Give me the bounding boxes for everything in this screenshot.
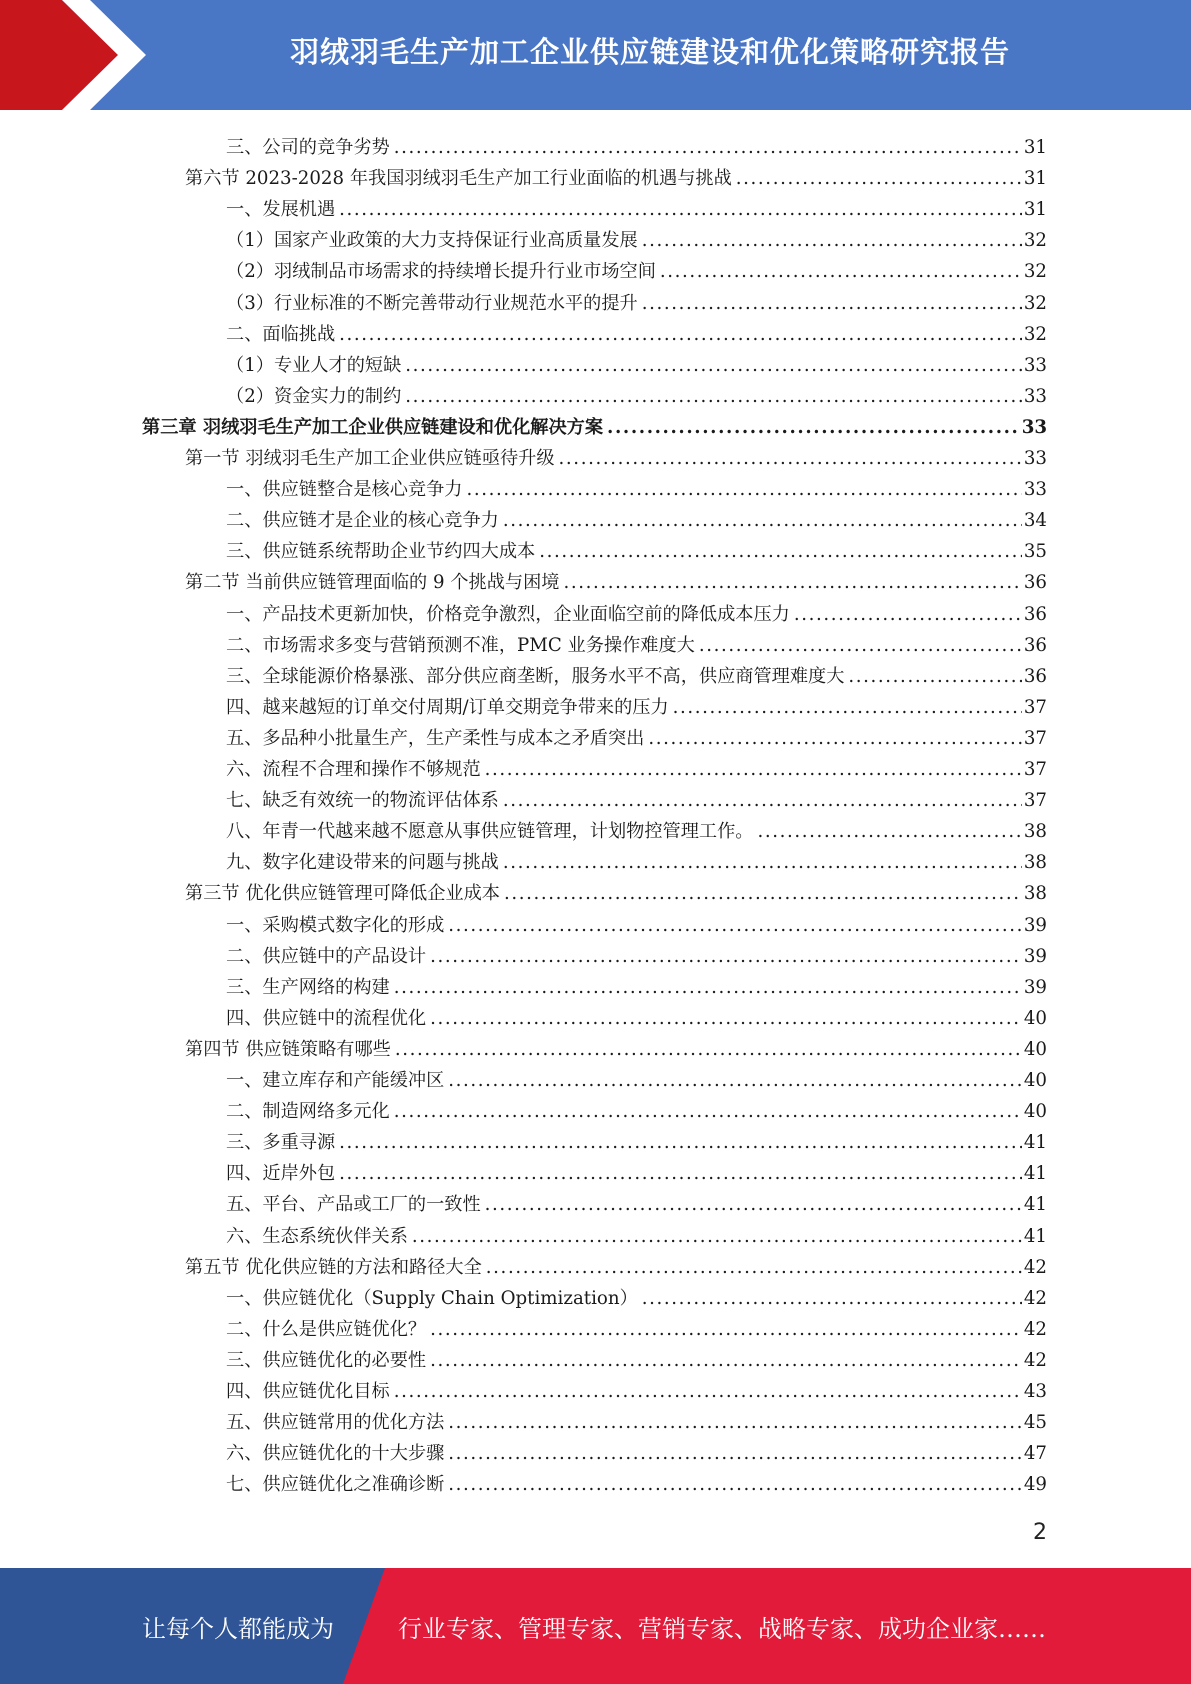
toc-entry-page: 33 bbox=[1021, 416, 1047, 438]
toc-section-entry[interactable] bbox=[185, 440, 1047, 470]
toc-entry-title: 七、供应链优化之准确诊断 bbox=[226, 1474, 445, 1496]
toc-entry-page: 32 bbox=[1023, 261, 1047, 283]
toc-entry-title: 四、越来越短的订单交付周期/订单交期竞争带来的压力 bbox=[226, 696, 669, 718]
toc-leader-dots bbox=[339, 1132, 1022, 1154]
toc-entry-title: 四、供应链中的流程优化 bbox=[226, 1007, 427, 1029]
toc-leader-dots bbox=[448, 1474, 1022, 1496]
toc-leader-dots bbox=[699, 635, 1022, 657]
toc-entry-title: 一、供应链优化（Supply Chain Optimization） bbox=[226, 1287, 638, 1309]
toc-entry-title: 二、供应链中的产品设计 bbox=[226, 945, 427, 967]
footer-slogan-left: 让每个人都能成为 bbox=[142, 1614, 334, 1643]
toc-section-entry[interactable] bbox=[185, 1249, 1047, 1279]
toc-item-entry[interactable] bbox=[226, 596, 1047, 626]
toc-entry-page: 39 bbox=[1023, 914, 1047, 936]
toc-entry-title: 三、多重寻源 bbox=[226, 1132, 336, 1154]
toc-leader-dots bbox=[448, 1412, 1022, 1434]
toc-entry-title: 六、流程不合理和操作不够规范 bbox=[226, 759, 481, 780]
toc-entry-page: 33 bbox=[1023, 479, 1047, 501]
toc-leader-dots bbox=[563, 572, 1021, 594]
toc-leader-dots bbox=[394, 137, 1022, 159]
toc-item-entry[interactable] bbox=[226, 253, 1047, 283]
toc-entry-page: 45 bbox=[1023, 1412, 1047, 1434]
toc-chapter-entry[interactable] bbox=[142, 409, 1047, 439]
toc-leader-dots bbox=[412, 1226, 1022, 1248]
toc-entry-page: 43 bbox=[1023, 1381, 1047, 1402]
toc-entry-title: 五、平台、产品或工厂的一致性 bbox=[226, 1194, 481, 1216]
toc-entry-title: 第二节 当前供应链管理面临的 9 个挑战与困境 bbox=[185, 572, 560, 594]
page-number: 2 bbox=[1033, 1520, 1047, 1545]
toc-leader-dots bbox=[660, 261, 1022, 283]
toc-entry-title: 八、年青一代越来越不愿意从事供应链管理，计划物控管理工作。 bbox=[226, 821, 754, 843]
toc-entry-page: 37 bbox=[1023, 696, 1047, 718]
toc-item-entry[interactable] bbox=[226, 1062, 1047, 1092]
toc-entry-page: 37 bbox=[1023, 759, 1047, 780]
toc-item-entry[interactable] bbox=[226, 1466, 1047, 1496]
toc-entry-title: 九、数字化建设带来的问题与挑战 bbox=[226, 852, 499, 874]
toc-item-entry[interactable] bbox=[226, 129, 1047, 159]
toc-leader-dots bbox=[607, 417, 1020, 439]
toc-entry-page: 38 bbox=[1023, 852, 1047, 874]
toc-item-entry[interactable] bbox=[226, 1124, 1047, 1154]
toc-leader-dots bbox=[642, 230, 1022, 252]
toc-leader-dots bbox=[339, 199, 1022, 221]
page-header bbox=[0, 0, 1191, 110]
toc-entry-title: （1）国家产业政策的大力支持保证行业高质量发展 bbox=[226, 230, 638, 252]
toc-entry-title: 第三节 优化供应链管理可降低企业成本 bbox=[185, 883, 500, 905]
toc-entry-title: 第五节 优化供应链的方法和路径大全 bbox=[185, 1256, 482, 1278]
toc-entry-page: 38 bbox=[1023, 883, 1047, 905]
toc-leader-dots bbox=[339, 1163, 1022, 1185]
toc-entry-page: 36 bbox=[1023, 634, 1047, 656]
toc-entry-title: 七、缺乏有效统一的物流评估体系 bbox=[226, 790, 499, 812]
toc-entry-title: （1）专业人才的短缺 bbox=[226, 354, 402, 376]
toc-entry-page: 42 bbox=[1023, 1318, 1047, 1340]
toc-leader-dots bbox=[503, 852, 1022, 874]
toc-entry-title: 第一节 羽绒羽毛生产加工企业供应链亟待升级 bbox=[185, 448, 555, 469]
toc-section-entry[interactable] bbox=[185, 1031, 1047, 1061]
toc-entry-page: 42 bbox=[1023, 1349, 1047, 1371]
toc-leader-dots bbox=[642, 1288, 1022, 1310]
toc-entry-title: （2）资金实力的制约 bbox=[226, 385, 402, 407]
toc-entry-page: 41 bbox=[1023, 1163, 1047, 1185]
toc-entry-title: 第三章 羽绒羽毛生产加工企业供应链建设和优化解决方案 bbox=[142, 416, 604, 438]
toc-leader-dots bbox=[394, 1381, 1022, 1403]
toc-entry-title: 一、供应链整合是核心竞争力 bbox=[226, 479, 463, 501]
toc-entry-page: 33 bbox=[1023, 354, 1047, 376]
toc-leader-dots bbox=[485, 1194, 1022, 1216]
toc-item-entry[interactable] bbox=[226, 316, 1047, 346]
toc-item-entry[interactable] bbox=[226, 1093, 1047, 1123]
toc-entry-page: 40 bbox=[1023, 1070, 1047, 1091]
toc-entry-page: 32 bbox=[1023, 292, 1047, 314]
toc-entry-page: 32 bbox=[1023, 323, 1047, 345]
toc-item-entry[interactable] bbox=[226, 720, 1047, 750]
toc-item-entry[interactable] bbox=[226, 285, 1047, 315]
toc-entry-title: 五、供应链常用的优化方法 bbox=[226, 1412, 445, 1434]
toc-entry-page: 38 bbox=[1023, 821, 1047, 843]
toc-item-entry[interactable] bbox=[226, 938, 1047, 968]
toc-entry-title: 一、产品技术更新加快，价格竞争激烈，企业面临空前的降低成本压力 bbox=[226, 603, 790, 625]
toc-leader-dots bbox=[430, 1008, 1022, 1030]
toc-entry-page: 33 bbox=[1023, 448, 1047, 469]
toc-entry-page: 32 bbox=[1023, 230, 1047, 252]
toc-leader-dots bbox=[503, 510, 1022, 532]
toc-entry-title: 六、生态系统伙伴关系 bbox=[226, 1225, 408, 1247]
toc-entry-page: 41 bbox=[1023, 1194, 1047, 1216]
toc-entry-title: 四、供应链优化目标 bbox=[226, 1381, 390, 1402]
toc-leader-dots bbox=[395, 1039, 1022, 1061]
toc-entry-page: 31 bbox=[1023, 168, 1047, 190]
toc-item-entry[interactable] bbox=[226, 907, 1047, 937]
toc-item-entry[interactable] bbox=[226, 378, 1047, 408]
toc-entry-page: 37 bbox=[1023, 727, 1047, 749]
toc-leader-dots bbox=[394, 1101, 1022, 1123]
toc-leader-dots bbox=[848, 666, 1021, 688]
toc-item-entry[interactable] bbox=[226, 471, 1047, 501]
toc-leader-dots bbox=[648, 728, 1022, 750]
toc-item-entry[interactable] bbox=[226, 347, 1047, 377]
toc-leader-dots bbox=[642, 293, 1022, 315]
toc-item-entry[interactable] bbox=[226, 1311, 1047, 1341]
toc-entry-page: 39 bbox=[1023, 945, 1047, 967]
report-title: 羽绒羽毛生产加工企业供应链建设和优化策略研究报告 bbox=[289, 34, 1010, 69]
toc-item-entry[interactable] bbox=[226, 969, 1047, 999]
toc-leader-dots bbox=[673, 697, 1022, 719]
toc-item-entry[interactable] bbox=[226, 1342, 1047, 1372]
toc-entry-title: 四、近岸外包 bbox=[226, 1163, 336, 1185]
toc-leader-dots bbox=[559, 448, 1022, 470]
toc-item-entry[interactable] bbox=[226, 1155, 1047, 1185]
toc-entry-page: 34 bbox=[1023, 510, 1047, 532]
toc-entry-page: 40 bbox=[1023, 1101, 1047, 1123]
toc-entry-title: 三、供应链系统帮助企业节约四大成本 bbox=[226, 541, 536, 563]
toc-entry-title: 三、供应链优化的必要性 bbox=[226, 1349, 427, 1371]
toc-entry-title: 二、制造网络多元化 bbox=[226, 1101, 390, 1123]
toc-entry-title: 五、多品种小批量生产，生产柔性与成本之矛盾突出 bbox=[226, 727, 645, 749]
toc-entry-page: 41 bbox=[1023, 1225, 1047, 1247]
toc-item-entry[interactable] bbox=[226, 1435, 1047, 1465]
toc-entry-page: 31 bbox=[1023, 199, 1047, 221]
toc-entry-title: 第四节 供应链策略有哪些 bbox=[185, 1038, 391, 1060]
toc-leader-dots bbox=[504, 883, 1022, 905]
toc-entry-page: 41 bbox=[1023, 1132, 1047, 1154]
toc-item-entry[interactable] bbox=[226, 502, 1047, 532]
toc-entry-title: 六、供应链优化的十大步骤 bbox=[226, 1443, 445, 1465]
toc-item-entry[interactable] bbox=[226, 627, 1047, 657]
toc-leader-dots bbox=[430, 946, 1022, 968]
toc-item-entry[interactable] bbox=[226, 533, 1047, 563]
toc-item-entry[interactable] bbox=[226, 751, 1047, 781]
toc-item-entry[interactable] bbox=[226, 1404, 1047, 1434]
toc-item-entry[interactable] bbox=[226, 1280, 1047, 1310]
toc-entry-title: 一、发展机遇 bbox=[226, 199, 336, 221]
toc-entry-page: 36 bbox=[1023, 572, 1047, 594]
toc-entry-page: 33 bbox=[1023, 385, 1047, 407]
toc-entry-title: （2）羽绒制品市场需求的持续增长提升行业市场空间 bbox=[226, 261, 656, 283]
toc-entry-title: 二、市场需求多变与营销预测不准，PMC 业务操作难度大 bbox=[226, 634, 695, 656]
toc-leader-dots bbox=[757, 821, 1021, 843]
toc-entry-title: 一、采购模式数字化的形成 bbox=[226, 914, 445, 936]
toc-entry-page: 49 bbox=[1023, 1474, 1047, 1496]
toc-leader-dots bbox=[339, 324, 1022, 346]
toc-leader-dots bbox=[394, 977, 1022, 999]
toc-leader-dots bbox=[539, 541, 1022, 563]
toc-entry-title: 一、建立库存和产能缓冲区 bbox=[226, 1070, 445, 1091]
toc-entry-page: 39 bbox=[1023, 976, 1047, 998]
toc-item-entry[interactable] bbox=[226, 844, 1047, 874]
toc-entry-title: 三、全球能源价格暴涨、部分供应商垄断，服务水平不高，供应商管理难度大 bbox=[226, 665, 845, 687]
toc-entry-page: 31 bbox=[1023, 137, 1047, 158]
toc-leader-dots bbox=[448, 1443, 1022, 1465]
toc-entry-title: 二、面临挑战 bbox=[226, 323, 336, 345]
toc-leader-dots bbox=[405, 355, 1022, 377]
toc-entry-page: 40 bbox=[1023, 1007, 1047, 1029]
toc-entry-page: 37 bbox=[1023, 790, 1047, 812]
toc-leader-dots bbox=[486, 1257, 1022, 1279]
toc-entry-page: 36 bbox=[1023, 665, 1047, 687]
toc-item-entry[interactable] bbox=[226, 222, 1047, 252]
toc-section-entry[interactable] bbox=[185, 160, 1047, 190]
footer-slogan-right: 行业专家、管理专家、营销专家、战略专家、成功企业家…… bbox=[398, 1614, 1046, 1643]
toc-item-entry[interactable] bbox=[226, 1373, 1047, 1403]
toc-leader-dots bbox=[466, 479, 1021, 501]
toc-leader-dots bbox=[794, 604, 1022, 626]
toc-entry-title: （3）行业标准的不断完善带动行业规范水平的提升 bbox=[226, 292, 638, 314]
toc-section-entry[interactable] bbox=[185, 875, 1047, 905]
toc-leader-dots bbox=[405, 386, 1022, 408]
toc-entry-title: 三、公司的竞争劣势 bbox=[226, 137, 390, 158]
toc-item-entry[interactable] bbox=[226, 1186, 1047, 1216]
toc-leader-dots bbox=[430, 1350, 1022, 1372]
toc-leader-dots bbox=[448, 915, 1022, 937]
toc-item-entry[interactable] bbox=[226, 658, 1047, 688]
toc-entry-page: 47 bbox=[1023, 1443, 1047, 1465]
page-footer bbox=[0, 1568, 1191, 1684]
toc-entry-title: 二、供应链才是企业的核心竞争力 bbox=[226, 510, 499, 532]
toc-entry-page: 36 bbox=[1023, 603, 1047, 625]
toc-entry-title: 三、生产网络的构建 bbox=[226, 976, 390, 998]
toc-leader-dots bbox=[448, 1070, 1022, 1092]
toc-section-entry[interactable] bbox=[185, 564, 1047, 594]
toc-leader-dots bbox=[503, 790, 1022, 812]
toc-leader-dots bbox=[430, 1319, 1022, 1341]
toc-item-entry[interactable] bbox=[226, 689, 1047, 719]
toc-item-entry[interactable] bbox=[226, 191, 1047, 221]
toc-leader-dots bbox=[485, 759, 1022, 781]
toc-entry-page: 42 bbox=[1023, 1256, 1047, 1278]
toc-entry-title: 第六节 2023-2028 年我国羽绒羽毛生产加工行业面临的机遇与挑战 bbox=[185, 168, 732, 190]
toc-item-entry[interactable] bbox=[226, 782, 1047, 812]
toc-entry-page: 42 bbox=[1023, 1287, 1047, 1309]
toc-item-entry[interactable] bbox=[226, 1218, 1047, 1248]
toc-item-entry[interactable] bbox=[226, 1000, 1047, 1030]
toc-item-entry[interactable] bbox=[226, 813, 1047, 843]
toc-entry-page: 40 bbox=[1023, 1038, 1047, 1060]
toc-entry-page: 35 bbox=[1023, 541, 1047, 563]
toc-entry-title: 二、什么是供应链优化？ bbox=[226, 1318, 427, 1340]
toc-leader-dots bbox=[736, 168, 1022, 190]
